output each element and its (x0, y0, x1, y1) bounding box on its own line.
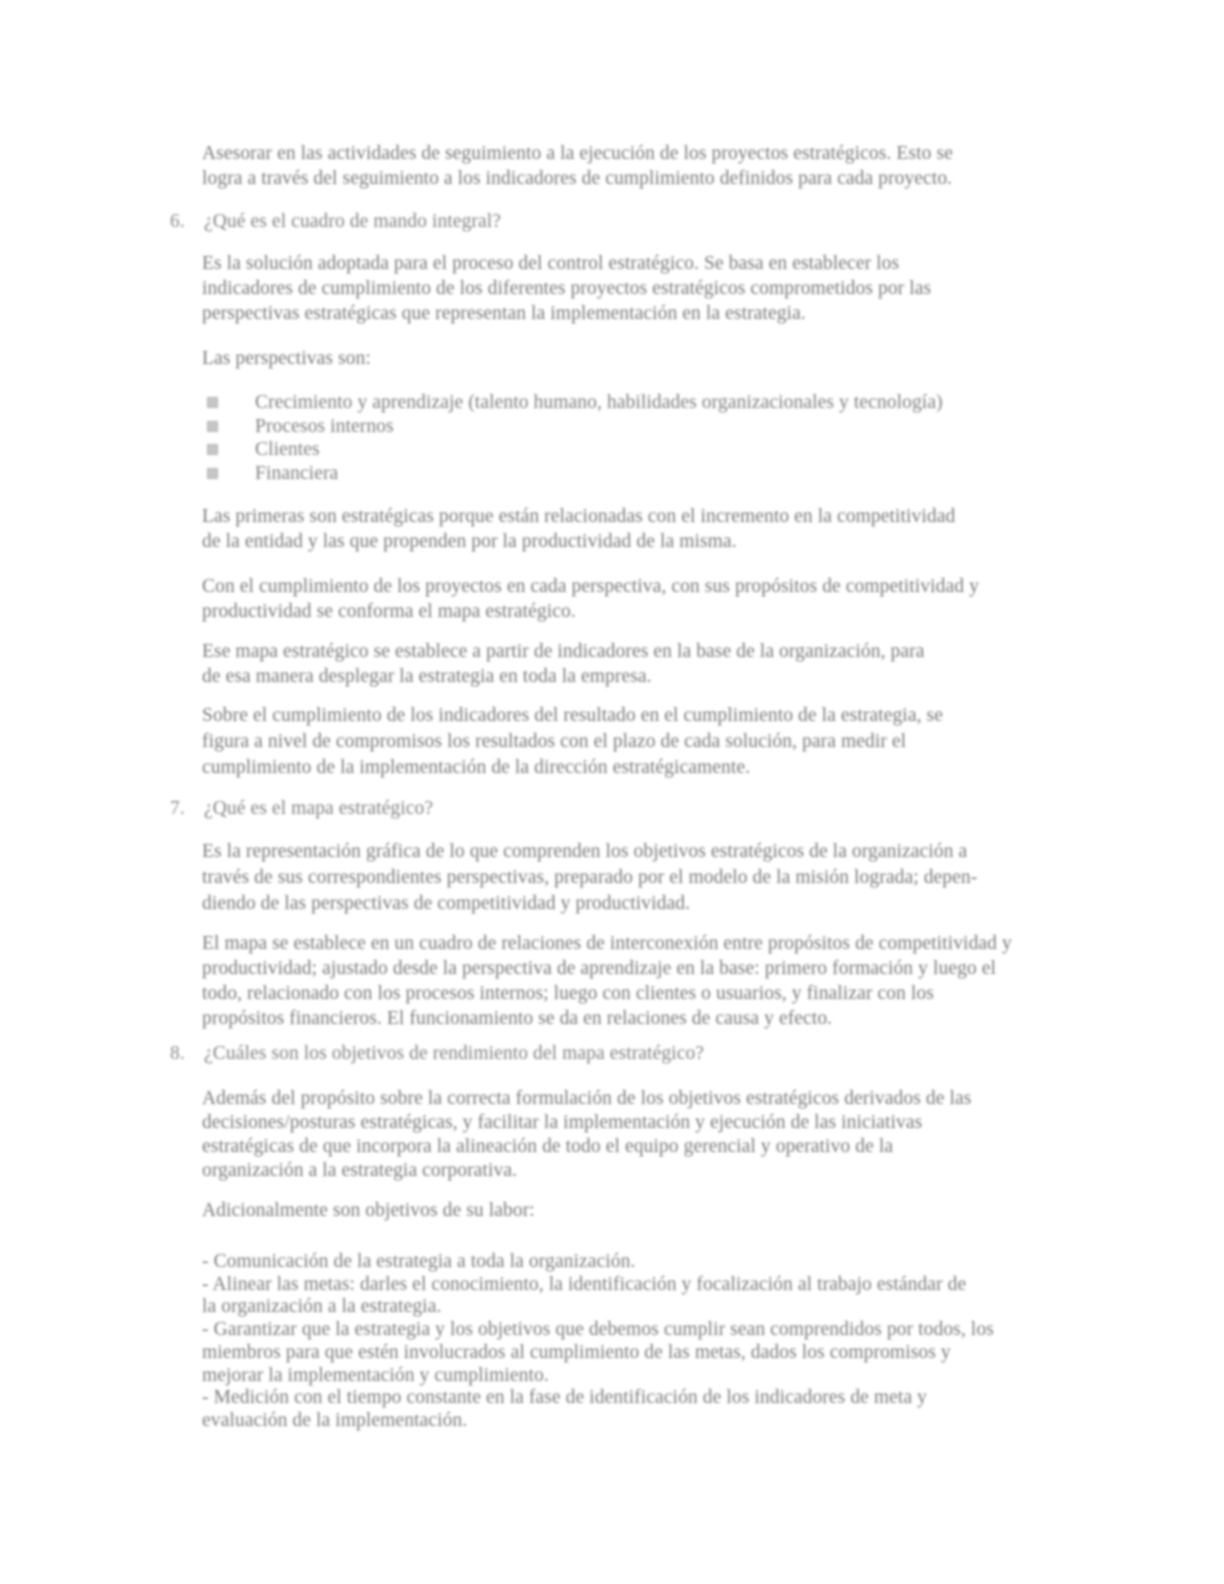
bullet-square-icon (207, 397, 218, 408)
question-heading: ¿Qué es el cuadro de mando integral? (204, 211, 502, 232)
dash-list-line: evaluación de la implementación. (202, 1410, 468, 1431)
paragraph-line: decisiones/posturas estratégicas, y facilitar la implementación y ejecución de las iniciativas (202, 1112, 923, 1133)
paragraph-line: Sobre el cumplimiento de los indicadores del resultado en el cumplimiento de la estrategia, se (202, 705, 943, 726)
question-heading: ¿Cuáles son los objetivos de rendimiento del mapa estratégico? (204, 1043, 705, 1064)
dash-list-line: - Garantizar que la estrategia y los objetivos que debemos cumplir sean comprendidos por todos, los (202, 1319, 994, 1340)
paragraph-line: Las perspectivas son: (202, 348, 371, 369)
dash-list-line: - Comunicación de la estrategia a toda la organización. (202, 1251, 636, 1272)
paragraph-line: través de sus correspondientes perspectivas, preparado por el modelo de la misión lograda; depen- (202, 867, 978, 888)
dash-list-line: miembros para que estén involucrados al cumplimiento de las metas, dados los compromisos y (202, 1342, 951, 1363)
dash-list-line: - Medición con el tiempo constante en la fase de identificación de los indicadores de meta y (202, 1387, 928, 1408)
bullet-item: Clientes (255, 439, 320, 460)
paragraph-line: estratégicas de que incorpora la alineación de todo el equipo gerencial y operativo de la (202, 1136, 894, 1157)
bullet-item: Financiera (255, 463, 339, 484)
bullet-square-icon (207, 444, 218, 455)
heading-number: 7. (170, 798, 185, 819)
paragraph-line: Adicionalmente son objetivos de su labor: (202, 1200, 535, 1221)
paragraph-line: Es la solución adoptada para el proceso del control estratégico. Se basa en establecer los (202, 253, 900, 274)
paragraph-line: Además del propósito sobre la correcta formulación de los objetivos estratégicos derivados de las (202, 1088, 972, 1109)
paragraph-line: logra a través del seguimiento a los indicadores de cumplimiento definidos para cada proyecto. (202, 168, 953, 189)
heading-number: 6. (170, 211, 185, 232)
bullet-square-icon (207, 421, 218, 432)
paragraph-line: todo, relacionado con los procesos internos; luego con clientes o usuarios, y finalizar con los (202, 983, 934, 1004)
paragraph-line: figura a nivel de compromisos los resultados con el plazo de cada solución, para medir el (202, 731, 907, 752)
paragraph-line: Las primeras son estratégicas porque están relacionadas con el incremento en la competitividad (202, 506, 956, 527)
heading-number: 8. (170, 1043, 185, 1064)
dash-list-line: la organización a la estrategia. (202, 1296, 442, 1317)
bullet-square-icon (207, 468, 218, 479)
paragraph-line: cumplimiento de la implementación de la dirección estratégicamente. (202, 757, 751, 778)
bullet-item: Crecimiento y aprendizaje (talento humano, habilidades organizacionales y tecnología) (255, 392, 943, 413)
paragraph-line: de la entidad y las que propenden por la productividad de la misma. (202, 531, 737, 552)
paragraph-line: de esa manera desplegar la estrategia en toda la empresa. (202, 666, 652, 687)
bullet-item: Procesos internos (255, 416, 394, 437)
paragraph-line: organización a la estrategia corporativa. (202, 1160, 518, 1181)
paragraph-line: propósitos financieros. El funcionamiento se da en relaciones de causa y efecto. (202, 1008, 833, 1029)
paragraph-line: diendo de las perspectivas de competitividad y productividad. (202, 893, 691, 914)
paragraph-line: indicadores de cumplimiento de los diferentes proyectos estratégicos comprometidos por las (202, 278, 932, 299)
paragraph-line: productividad; ajustado desde la perspectiva de aprendizaje en la base: primero formación y luego el (202, 958, 997, 979)
question-heading: ¿Qué es el mapa estratégico? (204, 798, 434, 819)
paragraph-line: Ese mapa estratégico se establece a partir de indicadores en la base de la organización, para (202, 641, 925, 662)
paragraph-line: Es la representación gráfica de lo que comprenden los objetivos estratégicos de la organización a (202, 841, 968, 862)
paragraph-line: productividad se conforma el mapa estratégico. (202, 601, 576, 622)
paragraph-line: Asesorar en las actividades de seguimiento a la ejecución de los proyectos estratégicos. Esto se (202, 143, 953, 164)
paragraph-line: El mapa se establece en un cuadro de relaciones de interconexión entre propósitos de competitividad y (202, 933, 1012, 954)
dash-list-line: mejorar la implementación y cumplimiento. (202, 1365, 549, 1386)
dash-list-line: - Alinear las metas: darles el conocimiento, la identificación y focalización al trabajo estándar de (202, 1274, 967, 1295)
paragraph-line: perspectivas estratégicas que representan la implementación en la estrategia. (202, 303, 806, 324)
paragraph-line: Con el cumplimiento de los proyectos en cada perspectiva, con sus propósitos de competitividad y (202, 576, 979, 597)
